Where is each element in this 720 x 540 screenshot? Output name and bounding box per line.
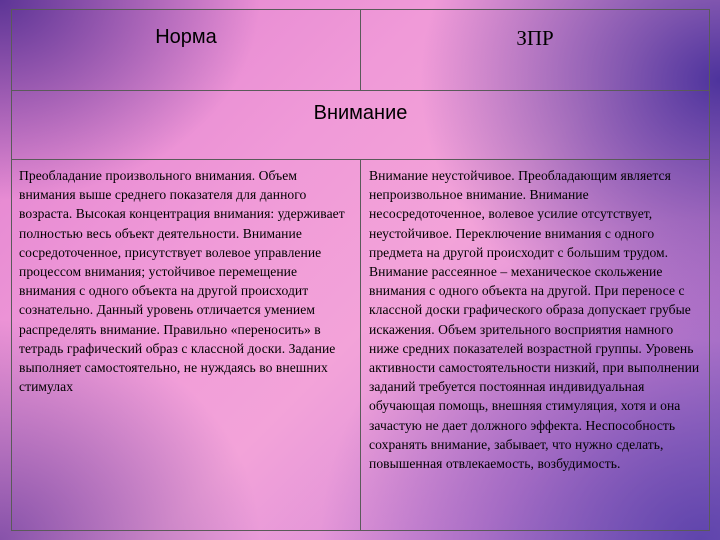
content-cell-norm [12,160,361,531]
zpr-description: Внимание неустойчивое. Преобладающим является непроизвольное внимание. Внимание несосредоточенное, волевое усилие отсутствует, неустойчивое. Переключение внимания с одного предмета на другой происходит с большим трудом. Внимание рассеянное – механическое скольжение внимания с одного объекта на другой. При переносе с классной доски графического образа допускает грубые искажения. Объем зрительного восприятия намного ниже средних показателей возрастной группы. Уровень активности самостоятельности низкий, при выполнении заданий требуется постоянная индивидуальная обучающая помощь, внешняя стимуляция, хотя и она зачастую не дает должного эффекта. Неспособность сохранять внимание, забывает, что нужно сделать, повышенная отвлекаемость, возбудимость. [369,168,700,472]
section-title: Внимание [313,102,408,124]
section-cell [12,91,710,160]
header-cell-zpr [361,10,710,91]
header-cell-norm [12,10,361,91]
comparison-table [11,9,710,531]
norm-description: Преобладание произвольного внимания. Объем внимания выше среднего показателя для данного возраста. Высокая концентрация внимания: удерживает полностью весь объект деятельности. Внимание сосредоточенное, присутствует волевое управление процессом внимания; устойчивое перемещение внимания с одного объекта на другой происходит сознательно. Данный уровень отличается умением распределять внимание. Правильно «переносить» в тетрадь графический образ с классной доски. Задание выполняет самостоятельно, не нуждаясь во внешних стимулах [19,168,345,395]
header-row [12,10,710,91]
header-zpr: ЗПР [516,26,554,50]
content-cell-zpr [361,160,710,531]
header-norm: Норма [155,26,217,48]
section-row [12,91,710,160]
content-row [12,160,710,531]
